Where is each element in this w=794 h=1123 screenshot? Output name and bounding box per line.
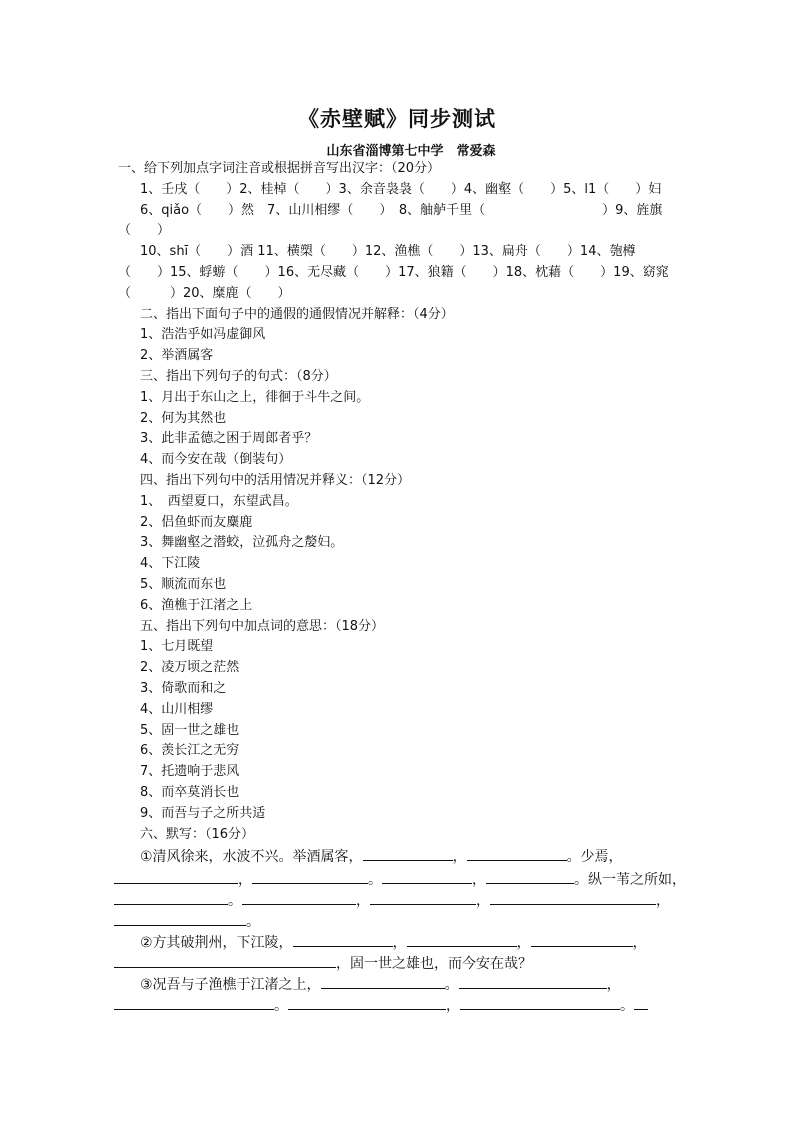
dictation-paragraph-3-line-2: 。 ， 。	[0, 997, 794, 1015]
section-2-item: 1、浩浩乎如冯虚御风	[140, 327, 266, 342]
section-4-item: 6、渔樵于江渚之上	[140, 598, 253, 613]
answer-blank[interactable]	[370, 892, 476, 905]
dictation-paragraph-1-line-3: 。 ， ， ，	[0, 892, 794, 910]
answer-blank[interactable]	[288, 997, 446, 1010]
dictation-paragraph-1-line-2: ， 。 ， 。纵一苇之所如，	[0, 871, 794, 889]
section-5-item: 6、羡长江之无穷	[140, 743, 240, 758]
section-5-item: 1、七月既望	[140, 639, 214, 654]
section-4-item: 5、顺流而东也	[140, 577, 227, 592]
section-4-item: 2、侣鱼虾而友麋鹿	[140, 515, 253, 530]
section-1-line: （ ）	[118, 223, 171, 238]
answer-blank[interactable]	[242, 892, 356, 905]
section-5-item: 3、倚歌而和之	[140, 681, 227, 696]
section-5-item: 9、而吾与子之所共适	[140, 806, 266, 821]
section-4-item: 3、舞幽壑之潜蛟，泣孤舟之嫠妇。	[140, 535, 344, 550]
section-4-heading: 四、指出下列句中的活用情况并释义：（12分）	[140, 473, 411, 488]
section-1-line: （ ）15、蜉蝣（ ）16、无尽藏（ ）17、狼籍（ ）18、枕藉（ ）19、窈窕	[118, 265, 669, 280]
answer-blank[interactable]	[486, 871, 574, 884]
answer-blank[interactable]	[363, 848, 453, 861]
section-6-heading: 六、默写：（16分）	[140, 827, 255, 842]
answer-blank[interactable]	[459, 976, 607, 989]
answer-blank[interactable]	[407, 934, 517, 947]
answer-blank[interactable]	[490, 892, 656, 905]
section-3-item: 2、何为其然也	[140, 411, 227, 426]
answer-blank[interactable]	[460, 997, 620, 1010]
section-3-item: 3、此非孟德之困于周郎者乎？	[140, 431, 318, 446]
section-4-item: 1、 西望夏口，东望武昌。	[140, 494, 298, 509]
dictation-paragraph-1: ①清风徐来，水波不兴。举酒属客， ， 。少焉，	[140, 849, 623, 865]
answer-blank[interactable]	[467, 848, 567, 861]
section-5-item: 7、托遗响于悲风	[140, 764, 240, 779]
dictation-paragraph-1-line-4: 。	[0, 913, 794, 931]
dictation-paragraph-3: ③况吾与子渔樵于江渚之上， 。 ，	[140, 977, 621, 993]
section-5-item: 5、固一世之雄也	[140, 723, 240, 738]
section-1-line: 6、qiǎo（ ）然 7、山川相缪（ ） 8、舳舻千里（ ）9、旌旗	[140, 203, 663, 218]
section-1-line: 1、壬戌（ ）2、桂棹（ ）3、余音袅袅（ ）4、幽壑（ ）5、l1（ ）妇	[140, 182, 662, 197]
section-1-line: （ ）20、糜鹿（ ）	[118, 286, 291, 301]
section-3-heading: 三、指出下列句子的句式：（8分）	[140, 369, 337, 384]
answer-blank[interactable]	[114, 997, 274, 1010]
page-title: 《赤壁赋》同步测试	[298, 106, 496, 131]
answer-blank[interactable]	[321, 976, 445, 989]
section-4-item: 4、下江陵	[140, 556, 201, 571]
section-5-item: 4、山川相缪	[140, 702, 214, 717]
answer-blank[interactable]	[114, 913, 246, 926]
section-1-line: 10、shī（ ）酒 11、横槊（ ）12、渔樵（ ）13、扁舟（ ）14、匏樽	[140, 244, 636, 259]
answer-blank[interactable]	[114, 892, 228, 905]
answer-blank[interactable]	[382, 871, 472, 884]
answer-blank[interactable]	[531, 934, 633, 947]
section-3-item: 4、而今安在哉（倒装句）	[140, 452, 292, 467]
section-2-item: 2、举酒属客	[140, 348, 214, 363]
answer-blank[interactable]	[114, 955, 336, 968]
section-5-item: 2、凌万顷之茫然	[140, 660, 240, 675]
author-line: 山东省淄博第七中学 常爱森	[326, 144, 496, 159]
section-1-heading: 一、给下列加点字词注音或根据拼音写出汉字：（20分）	[118, 161, 441, 176]
answer-blank[interactable]	[252, 871, 368, 884]
answer-blank[interactable]	[634, 997, 648, 1010]
section-2-heading: 二、指出下面句子中的通假的通假情况并解释：（4分）	[140, 307, 454, 322]
section-3-item: 1、月出于东山之上，徘徊于斗牛之间。	[140, 390, 370, 405]
answer-blank[interactable]	[114, 871, 238, 884]
dictation-paragraph-2-line-2: ，固一世之雄也，而今安在哉？	[0, 955, 794, 973]
section-5-heading: 五、指出下列句中加点词的意思：（18分）	[140, 619, 385, 634]
answer-blank[interactable]	[293, 934, 393, 947]
section-5-item: 8、而卒莫消长也	[140, 785, 240, 800]
dictation-paragraph-2: ②方其破荆州，下江陵， ， ， ，	[140, 935, 647, 951]
